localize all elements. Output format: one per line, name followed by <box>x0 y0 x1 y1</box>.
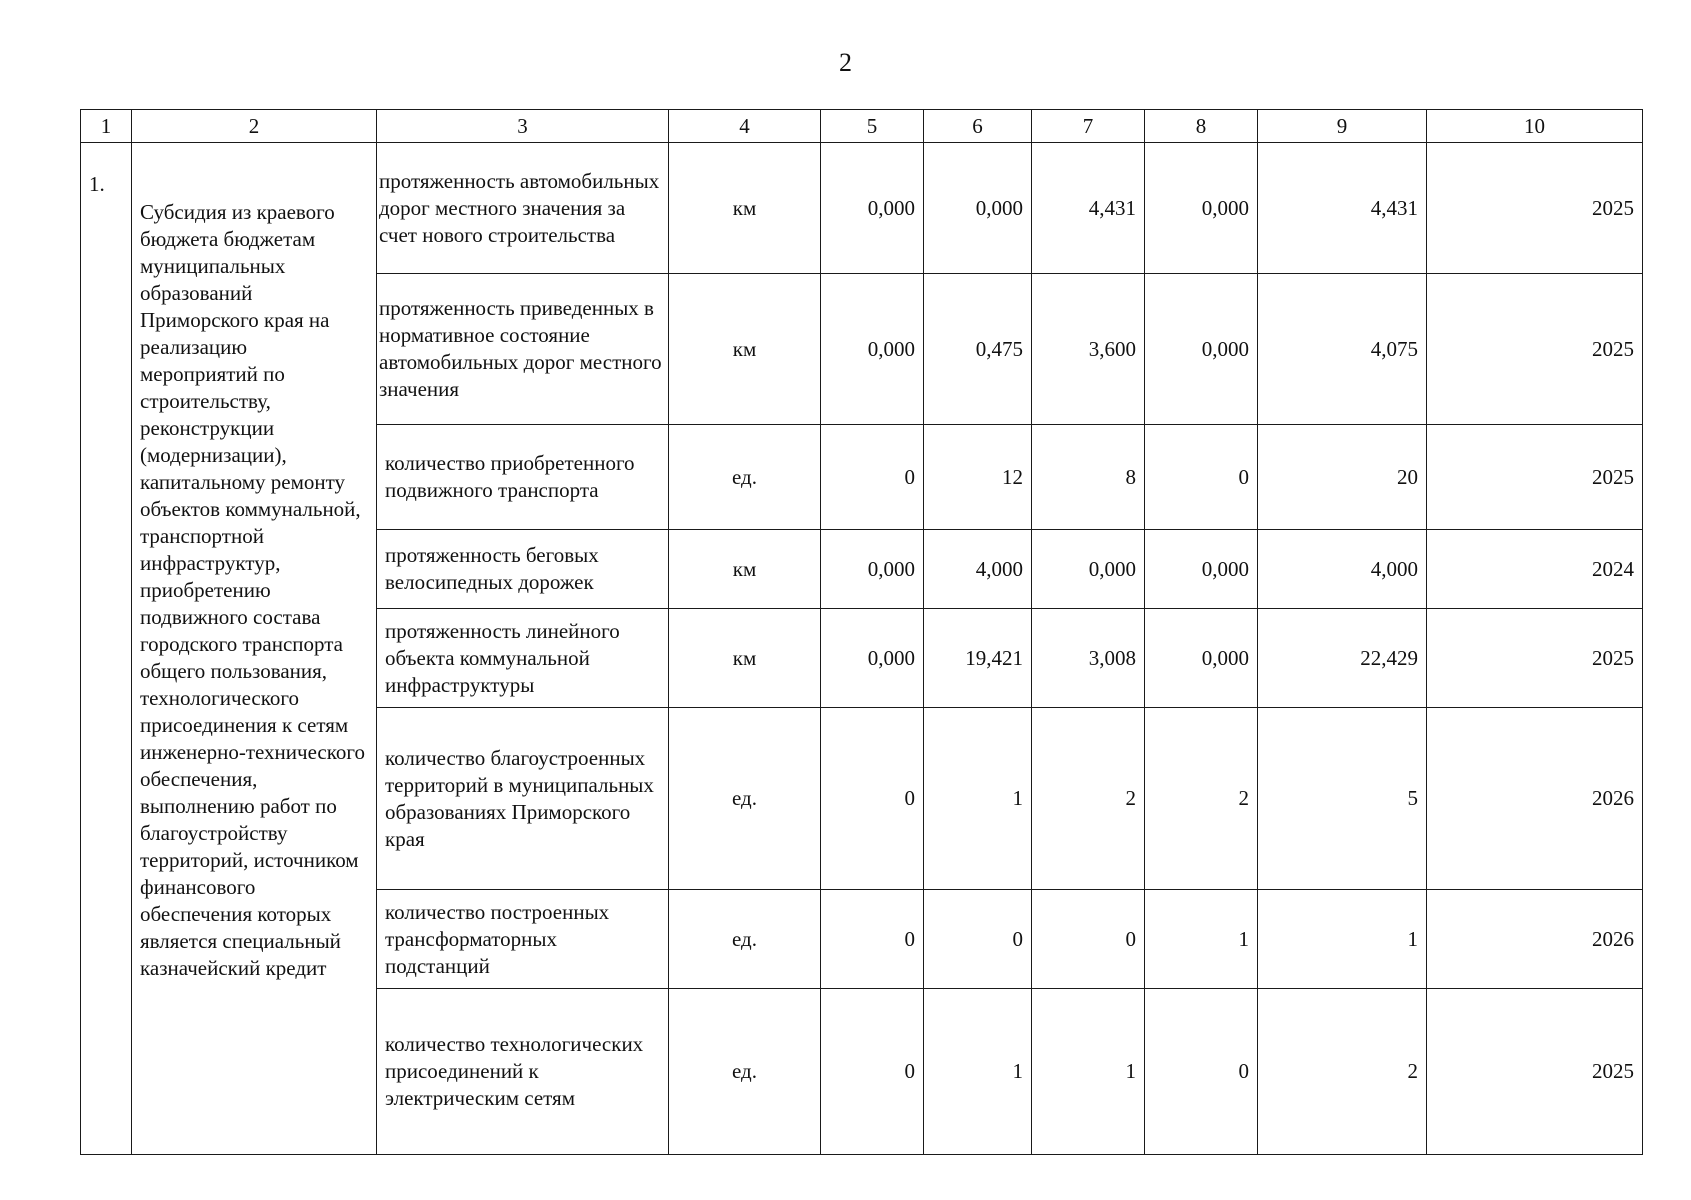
value-cell: 0,000 <box>1145 143 1258 274</box>
indicator-cell: протяженность автомобильных дорог местного значения за счет нового строительства <box>377 143 669 274</box>
value-cell: 0,000 <box>1145 530 1258 609</box>
value-cell: 0 <box>1032 890 1145 989</box>
value-cell: 3,600 <box>1032 274 1145 425</box>
header-cell: 5 <box>821 110 924 143</box>
value-cell: 0,000 <box>924 143 1032 274</box>
indicator-cell: количество построенных трансформаторных подстанций <box>377 890 669 989</box>
value-cell: 0 <box>1145 425 1258 530</box>
unit-cell: ед. <box>669 989 821 1155</box>
value-cell: 0 <box>821 890 924 989</box>
year-cell: 2024 <box>1427 530 1643 609</box>
value-cell: 19,421 <box>924 609 1032 708</box>
unit-cell: км <box>669 143 821 274</box>
header-cell: 10 <box>1427 110 1643 143</box>
value-cell: 12 <box>924 425 1032 530</box>
header-cell: 1 <box>81 110 132 143</box>
value-cell: 1 <box>1145 890 1258 989</box>
indicator-cell: количество благоустроенных территорий в муниципальных образованиях Приморского края <box>377 708 669 890</box>
value-cell: 4,000 <box>924 530 1032 609</box>
value-cell: 0 <box>924 890 1032 989</box>
value-cell: 0 <box>821 708 924 890</box>
unit-cell: км <box>669 530 821 609</box>
value-cell: 0 <box>1145 989 1258 1155</box>
header-cell: 8 <box>1145 110 1258 143</box>
year-cell: 2026 <box>1427 890 1643 989</box>
indicator-cell: количество технологических присоединений к электрическим сетям <box>377 989 669 1155</box>
year-cell: 2025 <box>1427 609 1643 708</box>
value-cell: 0,000 <box>1145 274 1258 425</box>
unit-cell: ед. <box>669 425 821 530</box>
value-cell: 5 <box>1258 708 1427 890</box>
indicator-cell: количество приобретенного подвижного транспорта <box>377 425 669 530</box>
value-cell: 0,000 <box>821 609 924 708</box>
value-cell: 0,000 <box>821 530 924 609</box>
header-cell: 3 <box>377 110 669 143</box>
value-cell: 4,075 <box>1258 274 1427 425</box>
indicator-cell: протяженность приведенных в нормативное состояние автомобильных дорог местного значения <box>377 274 669 425</box>
value-cell: 20 <box>1258 425 1427 530</box>
indicators-table <box>80 109 1643 1155</box>
value-cell: 0 <box>821 989 924 1155</box>
year-cell: 2026 <box>1427 708 1643 890</box>
year-cell: 2025 <box>1427 274 1643 425</box>
header-cell: 9 <box>1258 110 1427 143</box>
value-cell: 22,429 <box>1258 609 1427 708</box>
value-cell: 0,000 <box>821 274 924 425</box>
unit-cell: ед. <box>669 890 821 989</box>
value-cell: 4,431 <box>1032 143 1145 274</box>
value-cell: 0,475 <box>924 274 1032 425</box>
value-cell: 0,000 <box>1032 530 1145 609</box>
value-cell: 1 <box>924 708 1032 890</box>
indicator-cell: протяженность беговых велосипедных дорожек <box>377 530 669 609</box>
indicator-cell: протяженность линейного объекта коммунальной инфраструктуры <box>377 609 669 708</box>
value-cell: 2 <box>1145 708 1258 890</box>
item-number: 1. <box>81 143 132 1155</box>
page-number: 2 <box>839 48 852 77</box>
value-cell: 1 <box>1258 890 1427 989</box>
value-cell: 2 <box>1258 989 1427 1155</box>
value-cell: 3,008 <box>1032 609 1145 708</box>
year-cell: 2025 <box>1427 143 1643 274</box>
table-row <box>81 143 1643 274</box>
value-cell: 0,000 <box>1145 609 1258 708</box>
unit-cell: км <box>669 609 821 708</box>
header-cell: 7 <box>1032 110 1145 143</box>
value-cell: 8 <box>1032 425 1145 530</box>
value-cell: 2 <box>1032 708 1145 890</box>
value-cell: 1 <box>924 989 1032 1155</box>
header-cell: 2 <box>132 110 377 143</box>
value-cell: 4,000 <box>1258 530 1427 609</box>
value-cell: 0,000 <box>821 143 924 274</box>
table-header-row <box>81 110 1643 143</box>
value-cell: 0 <box>821 425 924 530</box>
unit-cell: км <box>669 274 821 425</box>
value-cell: 4,431 <box>1258 143 1427 274</box>
unit-cell: ед. <box>669 708 821 890</box>
header-cell: 4 <box>669 110 821 143</box>
value-cell: 1 <box>1032 989 1145 1155</box>
item-name: Субсидия из краевого бюджета бюджетам муниципальных образований Приморского края на реализацию мероприятий по строительству, реконструкции (модернизации), капитальному ремонту объектов коммунальной, транспортной инфраструктур, приобретению подвижного состава городского транспорта общего пользования, технологического присоединения к сетям инженерно-технического обеспечения, выполнению работ по благоустройству территорий, источником финансового обеспечения которых является специальный казначейский кредит <box>132 143 377 1155</box>
header-cell: 6 <box>924 110 1032 143</box>
year-cell: 2025 <box>1427 425 1643 530</box>
year-cell: 2025 <box>1427 989 1643 1155</box>
